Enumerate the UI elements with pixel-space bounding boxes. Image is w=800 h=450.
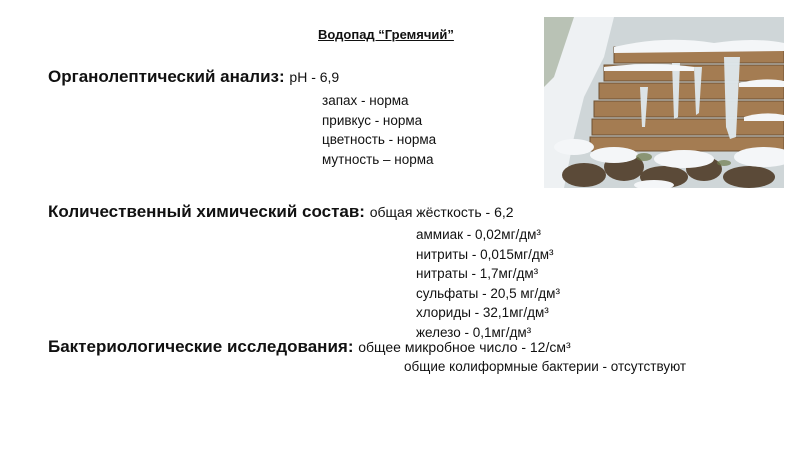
bacterio-heading-row [48,337,571,357]
waterfall-photo [544,17,784,188]
list-item: общие колиформные бактерии - отсутствуют [404,359,687,374]
chemical-first-value: общая жёсткость - 6,2 [369,204,514,220]
list-item: аммиак - 0,02мг/дм³ [416,227,541,242]
bacterio-list [404,357,686,377]
organoleptic-first-value: pH - 6,9 [289,69,340,85]
organoleptic-heading-row [48,67,339,87]
list-item: сульфаты - 20,5 мг/дм³ [416,285,560,301]
waterfall-illustration [544,17,784,188]
organoleptic-heading: Органолептический анализ: [48,67,285,86]
list-item: привкус - норма [322,112,423,128]
list-item: цветность - норма [322,132,437,147]
list-item: запах - норма [322,93,409,108]
page-title: Водопад “Гремячий” [318,27,454,42]
organoleptic-list [322,91,436,169]
chemical-heading-row [48,202,514,222]
bacterio-heading: Бактериологические исследования: [48,337,354,356]
list-item: нитриты - 0,015мг/дм³ [416,246,554,262]
list-item: мутность – норма [322,151,434,167]
list-item: хлориды - 32,1мг/дм³ [416,305,549,320]
list-item: железо - 0,1мг/дм³ [416,324,532,340]
list-item: нитраты - 1,7мг/дм³ [416,266,539,281]
chemical-heading: Количественный химический состав: [48,202,365,221]
chemical-list [416,225,560,342]
bacterio-first-value: общее микробное число - 12/см³ [358,339,571,355]
